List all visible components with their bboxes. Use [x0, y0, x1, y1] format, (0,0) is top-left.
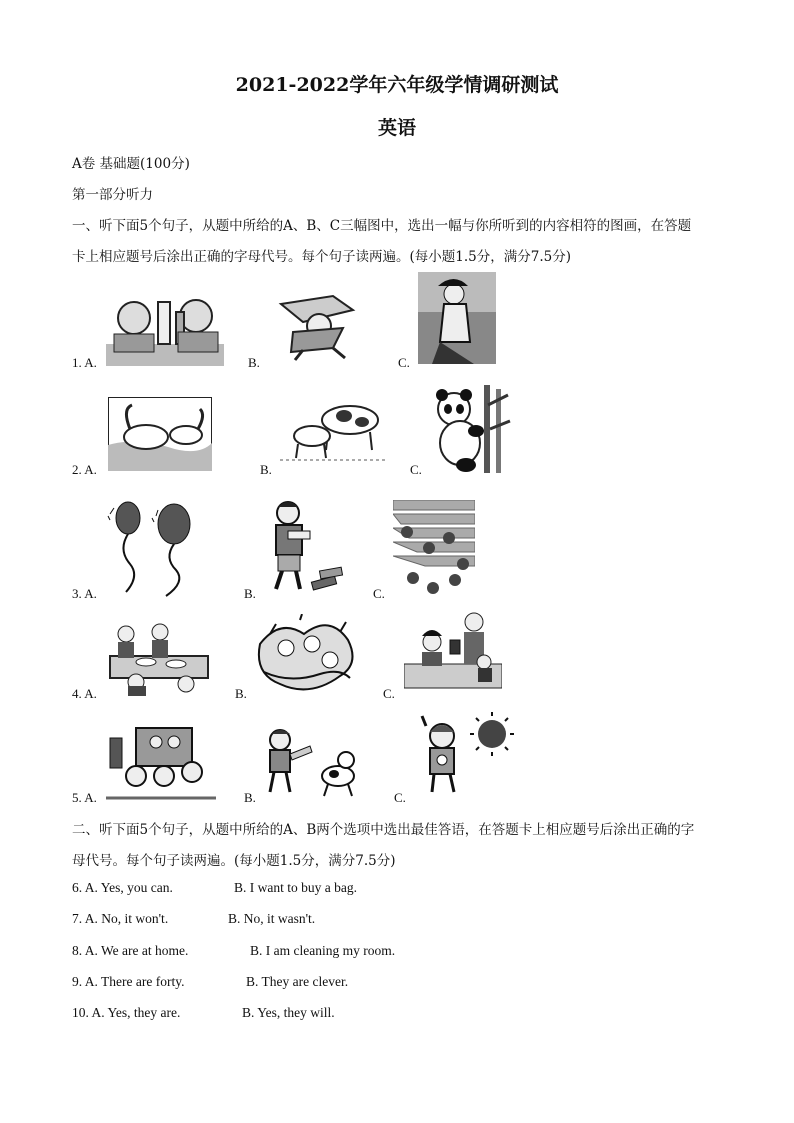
q1-row3-picture-a [106, 500, 198, 598]
q1-row4-c-label: C. [383, 686, 395, 701]
q1-row2-picture-c [430, 385, 514, 473]
q2-instruction-line2: 母代号。每个句子读两遍。(每小题1.5分，满分7.5分) [72, 853, 396, 869]
q1-row5-picture-c [420, 712, 516, 796]
q1-row4-picture-b [250, 614, 360, 698]
q1-row4-picture-c [404, 610, 502, 692]
q1-row1-a-label: 1. A. [72, 355, 97, 370]
part1-heading: 第一部分听力 [72, 187, 153, 203]
q2-item8-option-a: 8. A. We are at home. [72, 943, 189, 958]
q1-row5-picture-a [106, 722, 216, 800]
q1-row1-picture-a [106, 290, 224, 366]
q2-item10-option-a: 10. A. Yes, they are. [72, 1005, 181, 1020]
q1-row3-picture-b [262, 497, 354, 597]
q1-instruction-line1: 一、听下面5个句子，从题中所给的A、B、C三幅图中，选出一幅与你所听到的内容相符的图画，在答题 [72, 218, 692, 234]
q2-item7-option-a: 7. A. No, it won't. [72, 911, 169, 926]
q1-row3-picture-c [393, 500, 475, 600]
q2-item7-option-b: B. No, it wasn't. [228, 911, 316, 926]
q1-row1-picture-b [273, 292, 359, 362]
q1-row1-b-label: B. [248, 355, 260, 370]
section-a-heading: A卷 基础题(100分) [72, 156, 190, 172]
q1-row2-picture-a [108, 397, 212, 471]
q1-row4-a-label: 4. A. [72, 686, 97, 701]
q2-item8-option-b: B. I am cleaning my room. [250, 943, 396, 958]
q1-row1-c-label: C. [398, 355, 410, 370]
q1-row3-c-label: C. [373, 586, 385, 601]
q2-item10-option-b: B. Yes, they will. [242, 1005, 335, 1020]
q2-item6-option-b: B. I want to buy a bag. [234, 880, 357, 895]
q1-row2-b-label: B. [260, 462, 272, 477]
q1-row2-c-label: C. [410, 462, 422, 477]
q2-instruction-line1: 二、听下面5个句子，从题中所给的A、B两个选项中选出最佳答语，在答题卡上相应题号后涂出正确的字 [72, 822, 695, 838]
q1-row4-b-label: B. [235, 686, 247, 701]
q2-item9-option-a: 9. A. There are forty. [72, 974, 185, 989]
q1-row3-a-label: 3. A. [72, 586, 97, 601]
q1-row5-a-label: 5. A. [72, 790, 97, 805]
q1-instruction-line2: 卡上相应题号后涂出正确的字母代号。每个句子读两遍。(每小题1.5分，满分7.5分) [72, 249, 571, 265]
q1-row3-b-label: B. [244, 586, 256, 601]
subject-title: 英语 [377, 117, 416, 139]
q2-item6-option-a: 6. A. Yes, you can. [72, 880, 173, 895]
page-title: 2021-2022学年六年级学情调研测试 [235, 74, 559, 96]
q1-row5-picture-b [262, 726, 360, 800]
q1-row4-picture-a [106, 620, 212, 696]
q2-item9-option-b: B. They are clever. [246, 974, 349, 989]
q1-row2-picture-b [280, 398, 388, 462]
q1-row1-picture-c [418, 272, 496, 364]
q1-row5-c-label: C. [394, 790, 406, 805]
q1-row2-a-label: 2. A. [72, 462, 97, 477]
q1-row5-b-label: B. [244, 790, 256, 805]
